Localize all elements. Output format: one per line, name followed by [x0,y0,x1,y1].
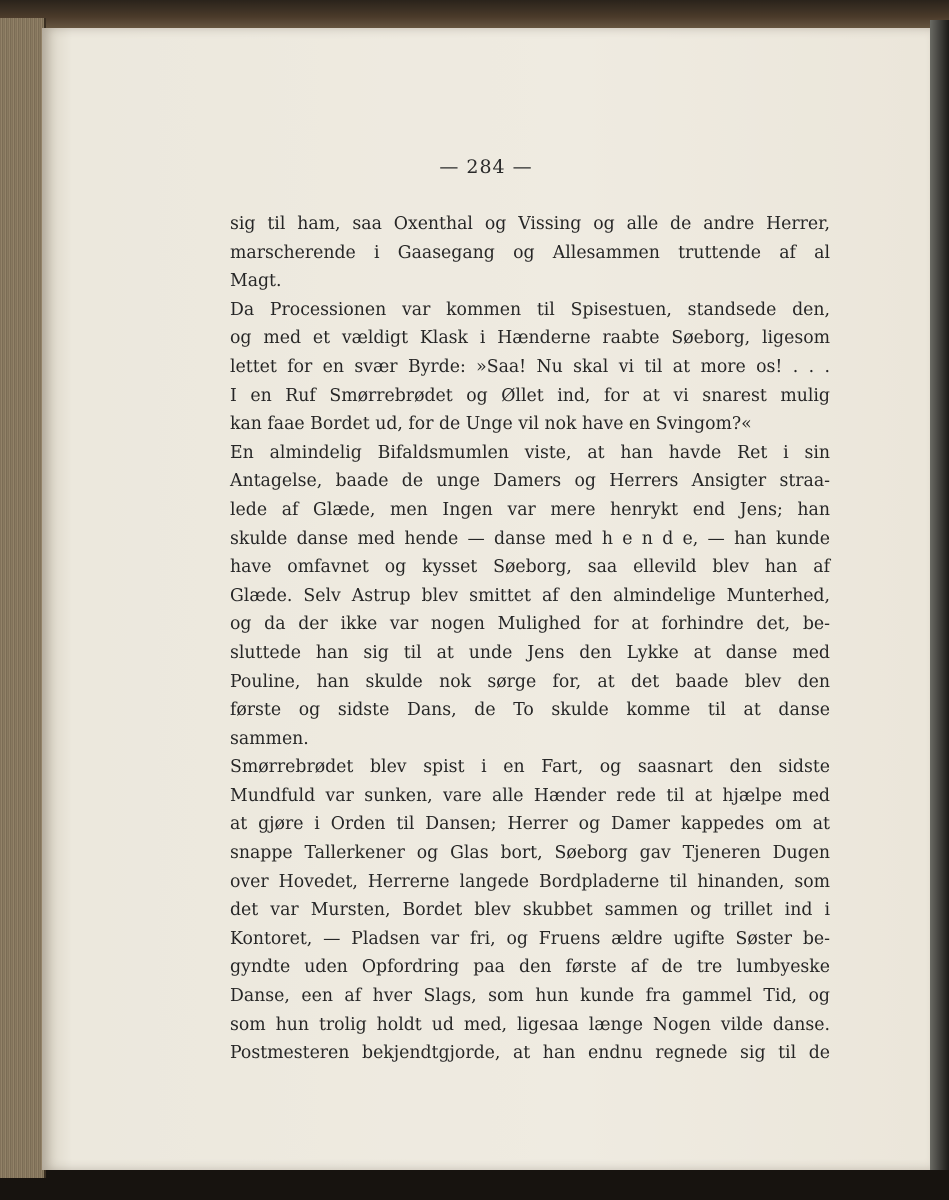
text-line: Mundfuld var sunken, vare alle Hænder rede til at hjælpe med [230,785,830,806]
page-number: — 284 — [439,156,533,178]
text-line: sammen. [230,728,309,749]
text-line: Postmesteren bekjendtgjorde, at han endnu regnede sig til de [230,1043,830,1064]
text-line: og med et vældigt Klask i Hænderne raabte Søeborg, ligesom [230,328,830,349]
text-line: Kontoret, — Pladsen var fri, og Fruens ældre ugifte Søster be- [230,928,830,949]
text-line: som hun trolig holdt ud med, ligesaa længe Nogen vilde danse. [230,1014,830,1035]
text-line: I en Ruf Smørrebrødet og Øllet ind, for at vi snarest mulig [230,385,830,406]
book-page [42,28,930,1170]
text-line: skulde danse med hende — danse med h e n d e, — han kunde [230,528,830,549]
text-line: Glæde. Selv Astrup blev smittet af den almindelige Munterhed, [230,585,830,606]
text-line: at gjøre i Orden til Dansen; Herrer og Damer kappedes om at [230,814,830,835]
text-line: gyndte uden Opfordring paa den første af de tre lumbyeske [230,957,830,978]
text-line: Danse, een af hver Slags, som hun kunde fra gammel Tid, og [230,986,830,1007]
text-line: marscherende i Gaasegang og Allesammen truttende af al [230,242,830,263]
text-line: sig til ham, saa Oxenthal og Vissing og alle de andre Herrer, [230,214,830,234]
text-line: Magt. [230,271,282,292]
text-line: første og sidste Dans, de To skulde komme til at danse [230,700,830,721]
text-line: Pouline, han skulde nok sørge for, at det baade blev den [230,671,830,692]
text-line: over Hovedet, Herrerne langede Bordpladerne til hinanden, som [230,871,830,892]
book-top-edge [0,0,949,30]
text-line: snappe Tallerkener og Glas bort, Søeborg gav Tjeneren Dugen [230,843,830,864]
book-right-edge [930,20,949,1180]
text-line: sluttede han sig til at unde Jens den Lykke at danse med [230,642,830,663]
text-line: Da Processionen var kommen til Spisestuen, standsede den, [230,299,830,320]
body-text [230,210,830,1068]
text-line: og da der ikke var nogen Mulighed for at forhindre det, be- [230,614,830,635]
text-line: En almindelig Bifaldsmumlen viste, at han havde Ret i sin [230,442,830,463]
text-line: det var Mursten, Bordet blev skubbet sammen og trillet ind i [230,900,830,921]
page-stack-edge [0,18,46,1178]
book-bottom-edge [0,1170,949,1200]
text-line: lede af Glæde, men Ingen var mere henrykt end Jens; han [230,499,830,520]
text-line: Smørrebrødet blev spist i en Fart, og saasnart den sidste [230,757,830,778]
text-line: Antagelse, baade de unge Damers og Herrers Ansigter straa- [230,471,830,492]
text-line: lettet for en svær Byrde: »Saa! Nu skal vi til at more os! . . . [230,356,830,377]
text-line: kan faae Bordet ud, for de Unge vil nok have en Svingom?« [230,414,752,435]
text-line: have omfavnet og kysset Søeborg, saa ellevild blev han af [230,557,830,578]
